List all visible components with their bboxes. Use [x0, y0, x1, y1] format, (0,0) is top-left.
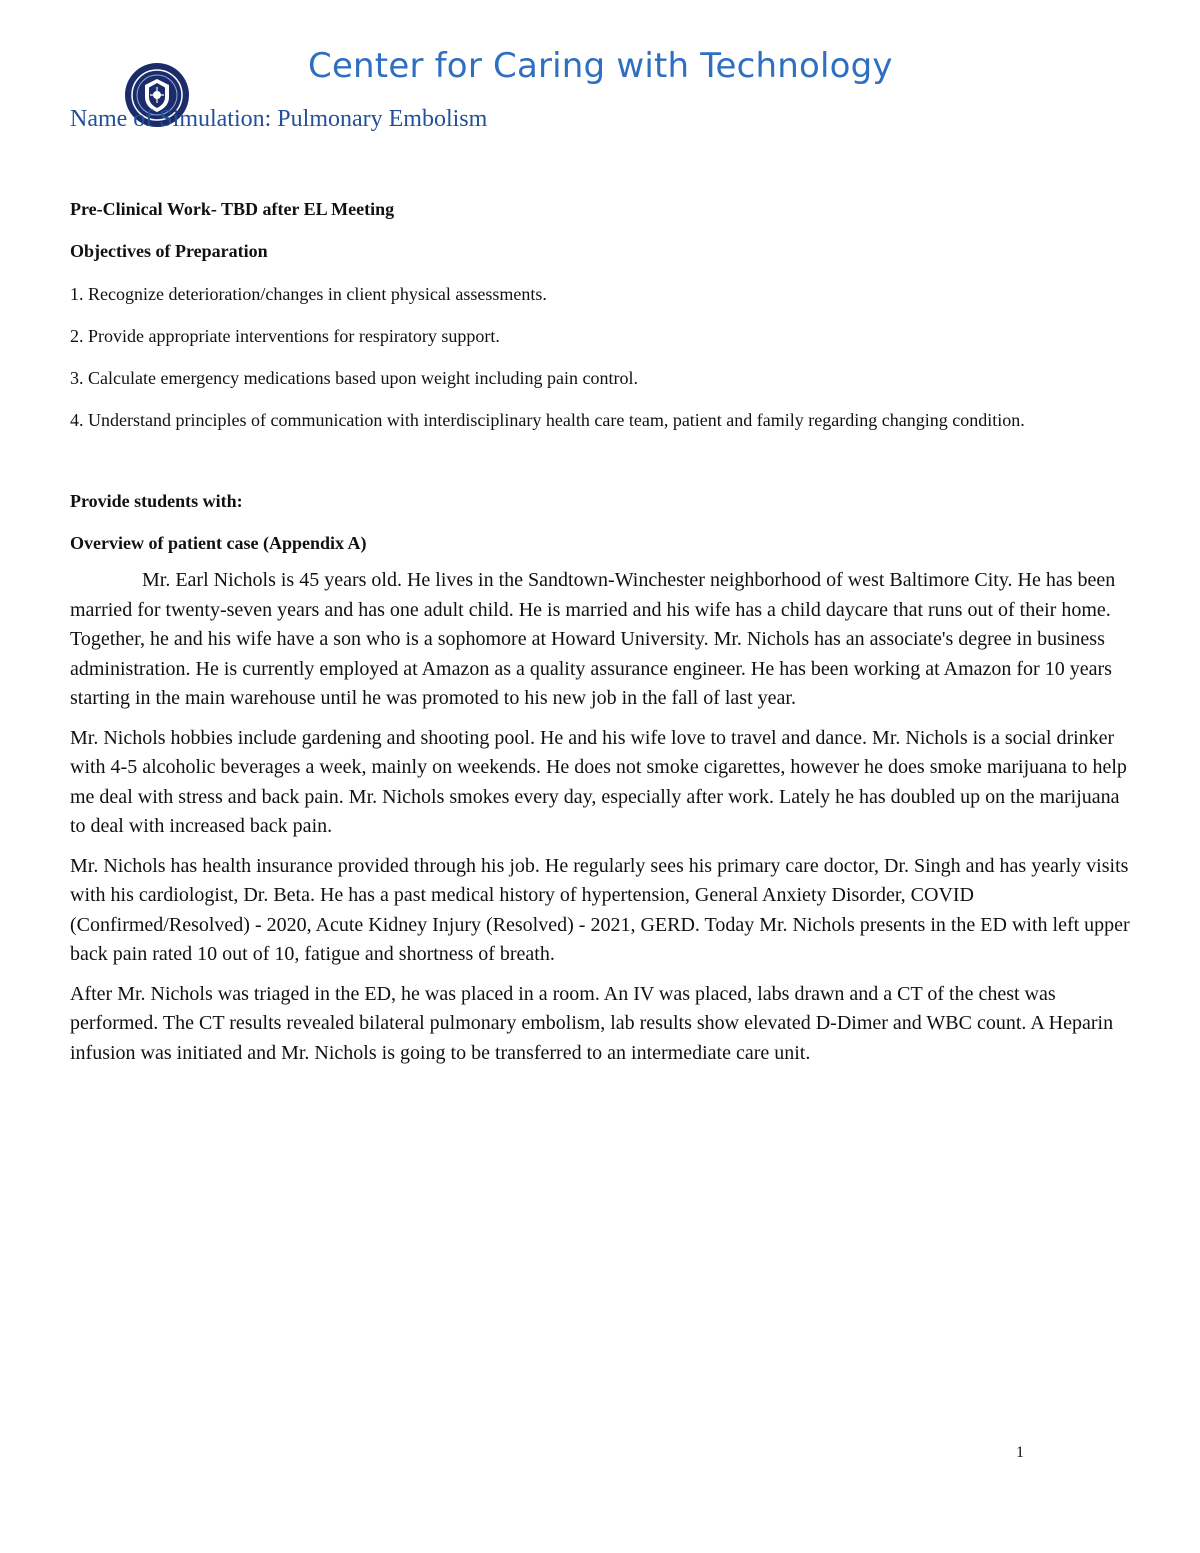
organization-title: Center for Caring with Technology — [308, 46, 893, 86]
objective-item: 4. Understand principles of communication with interdisciplinary health care team, patient and family regarding changing condition. — [70, 410, 1025, 430]
objective-item: 3. Calculate emergency medications based upon weight including pain control. — [70, 368, 639, 388]
document-body — [70, 196, 1130, 1068]
case-paragraph: Mr. Nichols hobbies include gardening and shooting pool. He and his wife love to travel and dance. Mr. Nichols is a social drinker with 4-5 alcoholic beverages a week, mainly on weekends. He does not smoke cigarettes, however he does smoke marijuana to help me deal with stress and back pain. Mr. Nichols smokes every day, especially after work. Lately he has doubled up on the marijuana to deal with increased back pain. — [70, 726, 1127, 837]
objective-item: 1. Recognize deterioration/changes in client physical assessments. — [70, 284, 547, 304]
case-paragraph: Mr. Earl Nichols is 45 years old. He lives in the Sandtown-Winchester neighborhood of west Baltimore City. He has been married for twenty-seven years and has one adult child. He is married and his wife has a child daycare that runs out of their home. Together, he and his wife have a son who is a sophomore at Howard University. Mr. Nichols has an associate's degree in business administration. He is currently employed at Amazon as a quality assurance engineer. He has been working at Amazon for 10 years starting in the main warehouse until he was promoted to his new job in the fall of last year. — [70, 569, 1116, 709]
simulation-title: Name of Simulation: Pulmonary Embolism — [70, 106, 488, 132]
case-paragraph: After Mr. Nichols was triaged in the ED, he was placed in a room. An IV was placed, labs drawn and a CT of the chest was performed. The CT results revealed bilateral pulmonary embolism, lab results show elevated D-Dimer and WBC count. A Heparin infusion was initiated and Mr. Nichols is going to be transferred to an intermediate care unit. — [70, 982, 1114, 1064]
case-paragraph: Mr. Nichols has health insurance provided through his job. He regularly sees his primary care doctor, Dr. Singh and has yearly visits with his cardiologist, Dr. Beta. He has a past medical history of hypertension, General Anxiety Disorder, COVID (Confirmed/Resolved) - 2020, Acute Kidney Injury (Resolved) - 2021, GERD. Today Mr. Nichols presents in the ED with left upper back pain rated 10 out of 10, fatigue and shortness of breath. — [70, 854, 1130, 965]
objectives-heading: Objectives of Preparation — [70, 241, 268, 261]
objective-item: 2. Provide appropriate interventions for respiratory support. — [70, 326, 500, 346]
pre-clinical-heading: Pre-Clinical Work- TBD after EL Meeting — [70, 199, 395, 219]
provide-students-heading: Provide students with: — [70, 491, 243, 511]
page-number: 1 — [1016, 1444, 1024, 1461]
overview-heading: Overview of patient case (Appendix A) — [70, 533, 367, 553]
objectives-list — [70, 280, 1130, 434]
